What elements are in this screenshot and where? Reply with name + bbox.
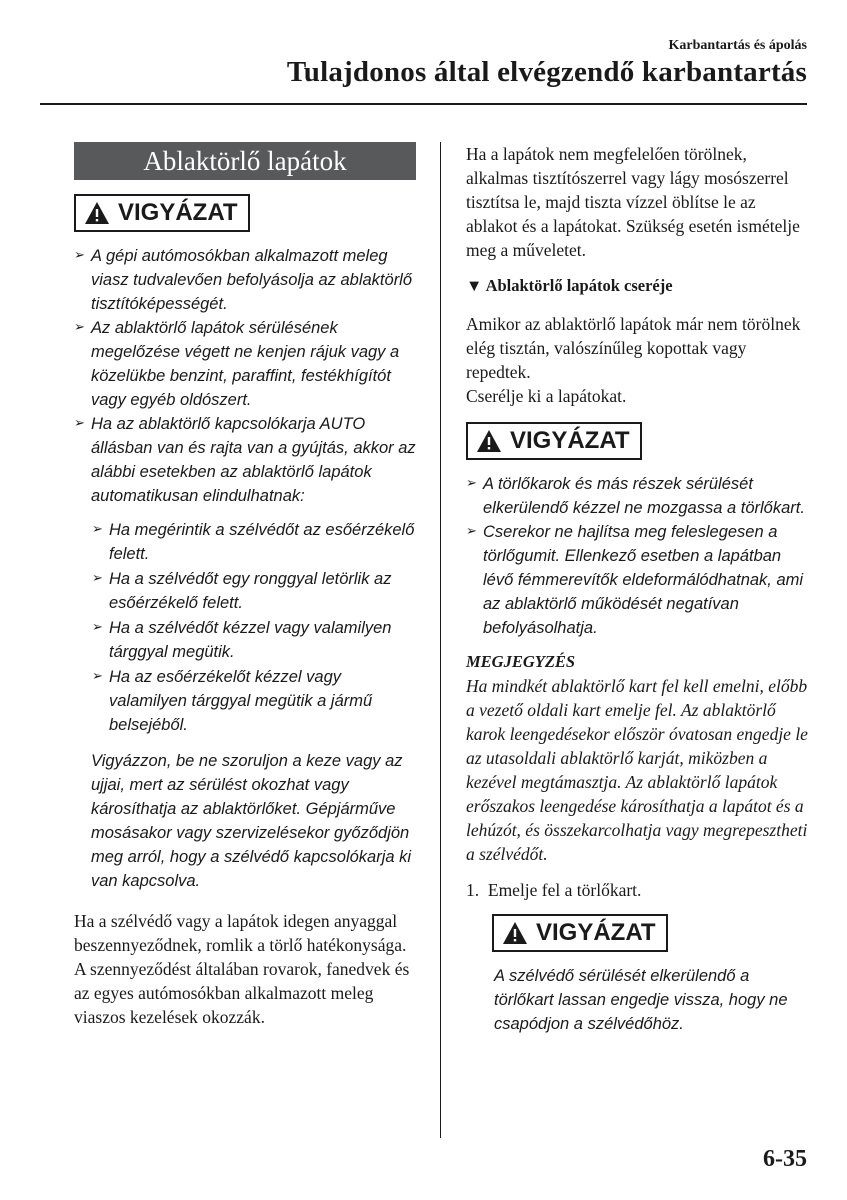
warning-triangle-icon [84,201,110,225]
arrow-bullet-icon: ➢ [74,320,85,335]
subbullet-text: Ha az esőérzékelőt kézzel vagy valamilyen tárggyal megütik a jármű belsejéből. [109,668,373,734]
caution-label: VIGYÁZAT [536,919,656,946]
arrow-bullet-icon: ➢ [466,524,477,539]
page-title: Tulajdonos által elvégzendő karbantartás [286,56,807,88]
caution-sublist [74,518,416,737]
bullet-text: Az ablaktörlő lapátok sérülésének megelőzése végett ne kenjen rájuk vagy a közelükbe benzint, paraffint, festékhígítót vagy egyéb oldószert. [91,319,400,409]
step-text: Emelje fel a törlőkart. [487,880,642,900]
list-item [74,244,416,316]
arrow-bullet-icon: ➢ [92,522,103,537]
left-column [74,142,416,1029]
column-divider [440,142,441,1138]
right-column [466,142,810,1036]
replace-text: Amikor az ablaktörlő lapátok már nem törölnek elég tisztán, valószínűleg kopottak vagy repedtek. [466,314,801,382]
section-title-banner: Ablaktörlő lapátok [74,142,416,180]
caution-box [74,194,250,232]
caution-label: VIGYÁZAT [510,427,630,454]
note-title: MEGJEGYZÉS [466,652,576,671]
list-item [466,472,810,520]
list-item [92,616,416,664]
subbullet-text: Ha a szélvédőt kézzel vagy valamilyen tárggyal megütik. [109,619,392,661]
header-section-label: Karbantartás és ápolás [668,38,807,53]
step-item [466,878,810,902]
replace-paragraph [466,312,810,408]
warning-triangle-icon [502,921,528,945]
caution-box [492,914,668,952]
body-paragraph: Ha a szélvédő vagy a lapátok idegen anyaggal beszennyeződnek, romlik a törlő hatékonysága. A szennyeződést általában rovarok, fanedvek és az egyes autómosókban alkalmazott meleg viaszos kezelések okozzák. [74,911,410,1027]
warning-triangle-icon [476,429,502,453]
arrow-bullet-icon: ➢ [74,416,85,431]
bullet-text: A törlőkarok és más részek sérülését elkerülendő kézzel ne mozgassa a törlőkart. [483,475,805,517]
replace-text-2: Cserélje ki a lapátokat. [466,386,627,406]
list-item [74,412,416,508]
subbullet-text: Ha a szélvédőt egy ronggyal letörlik az esőérzékelő felett. [109,570,392,612]
bullet-text: Ha az ablaktörlő kapcsolókarja AUTO állásban van és rajta van a gyújtás, akkor az alábbi esetekben az ablaktörlő lapátok automatikusan elindulhatnak: [91,415,416,505]
list-item [466,520,810,640]
subheading-text: Ablaktörlő lapátok cseréje [485,276,673,295]
subheading [466,274,810,298]
bullet-text: Cserekor ne hajlítsa meg feleslegesen a törlőgumit. Ellenkező esetben a lapátban lévő fémmerevítők eldeformálódhatnak, ami az ablaktörlő működését negatívan befolyásolhatja. [483,523,804,637]
arrow-bullet-icon: ➢ [466,476,477,491]
note-text: Ha mindkét ablaktörlő kart fel kell emelni, előbb a vezető oldali kart emelje fel. Az ablaktörlő karok leengedésekor először óvatosan engedje le az utasoldali ablaktörlő karját, miközben a kezével megtámasztja. Az ablaktörlő lapátok erőszakos leengedése károsíthatja a lapátot és a lehúzót, és összekarcolhatja vagy megrepesztheti a szélvédőt. [466,676,808,864]
page-number: 6-35 [763,1146,807,1172]
caution-label: VIGYÁZAT [118,199,238,226]
list-item [92,567,416,615]
caution-list [466,472,810,640]
caution-text: A szélvédő sérülését elkerülendő a törlőkart lassan engedje vissza, hogy ne csapódjon a szélvédőhöz. [494,967,788,1033]
step-number: 1. [466,880,480,900]
subbullet-text: Ha megérintik a szélvédőt az esőérzékelő felett. [109,521,415,563]
arrow-bullet-icon: ➢ [74,248,85,263]
arrow-bullet-icon: ➢ [92,620,103,635]
caution-tail-text: Vigyázzon, be ne szoruljon a keze vagy az ujjai, mert az sérülést okozhat vagy károsíthatja az ablaktörlőket. Gépjárműve mosásakor vagy szervizelésekor győződjön meg arról, hogy a szélvédő kapcsolókarja ki van kapcsolva. [91,752,412,890]
header-rule [40,103,807,105]
list-item [74,316,416,412]
triangle-down-icon: ▼ [466,276,483,295]
caution-list [74,244,416,508]
caution-box [466,422,642,460]
bullet-text: A gépi autómosókban alkalmazott meleg viasz tudvalevően befolyásolja az ablaktörlő tisztítóképességét. [91,247,413,313]
intro-paragraph: Ha a lapátok nem megfelelően törölnek, alkalmas tisztítószerrel vagy lágy mosószerrel tisztítsa le, majd tiszta vízzel öblítse le az ablakot és a lapátokat. Szükség esetén ismételje meg a műveletet. [466,144,800,260]
list-item [92,665,416,737]
arrow-bullet-icon: ➢ [92,571,103,586]
arrow-bullet-icon: ➢ [92,669,103,684]
list-item [92,518,416,566]
